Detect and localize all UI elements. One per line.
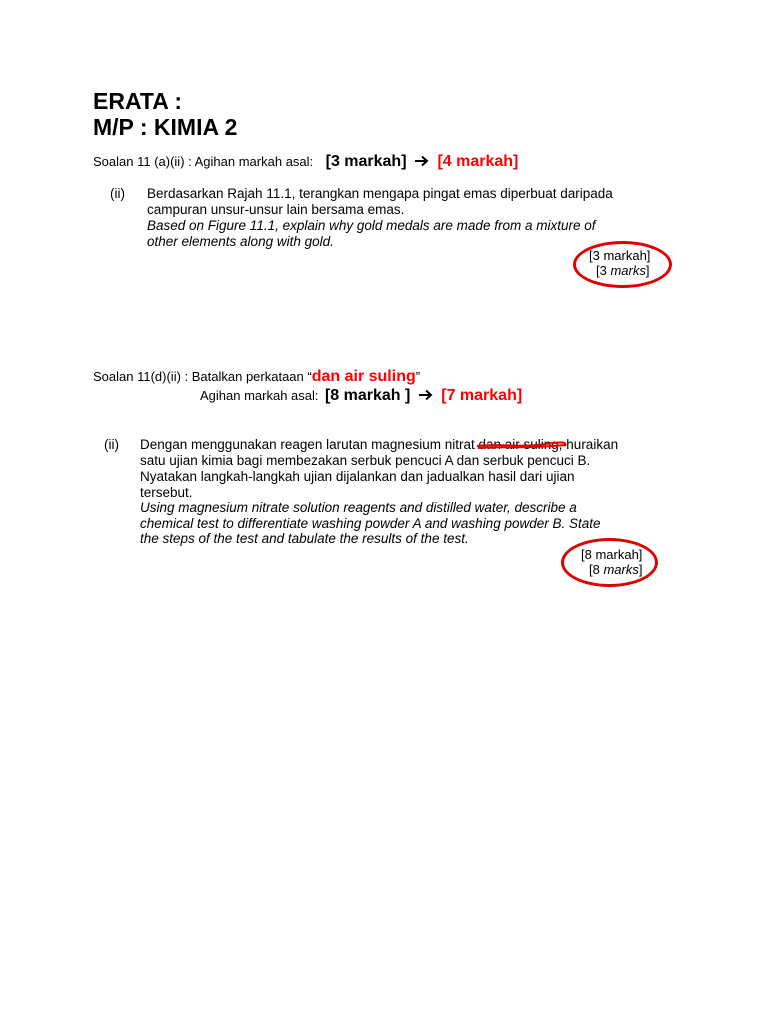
q1-new-marks: [4 markah] bbox=[437, 153, 519, 170]
q2-malay-line-2: satu ujian kimia bagi membezakan serbuk pencuci A dan serbuk pencuci B. bbox=[140, 453, 591, 468]
q2-marks-english-close: ] bbox=[638, 562, 643, 577]
q2-malay-line-4: tersebut. bbox=[140, 485, 193, 500]
q2-english-line-2: chemical test to differentiate washing powder A and washing powder B. State bbox=[140, 516, 601, 531]
q2-struck-phrase-wrap bbox=[478, 437, 558, 453]
q2-new-marks: [7 markah] bbox=[441, 387, 523, 404]
q2-correction-label: Soalan 11(d)(ii) : Batalkan perkataan “ bbox=[93, 369, 312, 384]
q1-marks-english-word: marks bbox=[610, 263, 646, 278]
q2-malay-line-3: Nyatakan langkah-langkah ujian dijalankan dan jadualkan hasil dari ujian bbox=[140, 469, 575, 484]
q1-marks-english-close: ] bbox=[645, 263, 650, 278]
q1-english-line-1: Based on Figure 11.1, explain why gold medals are made from a mixture of bbox=[147, 218, 596, 233]
q2-english-line-1: Using magnesium nitrate solution reagents and distilled water, describe a bbox=[140, 500, 577, 515]
q2-english-line-3: the steps of the test and tabulate the results of the test. bbox=[140, 531, 469, 546]
q2-marks-label: Agihan markah asal: bbox=[200, 388, 319, 403]
q2-correction-line bbox=[93, 368, 420, 386]
q2-label-close: ” bbox=[415, 369, 421, 384]
q1-english-line-2: other elements along with gold. bbox=[147, 234, 334, 249]
q1-malay-line-2: campuran unsur-unsur lain bersama emas. bbox=[147, 202, 405, 217]
q1-correction-line bbox=[93, 153, 518, 171]
q1-number: (ii) bbox=[110, 186, 125, 201]
q1-marks-malay: [3 markah] bbox=[589, 248, 651, 263]
right-arrow-icon bbox=[419, 389, 433, 401]
q2-struck-phrase: dan air suling bbox=[478, 437, 559, 452]
q1-malay-line-1: Berdasarkan Rajah 11.1, terangkan mengapa pingat emas diperbuat daripada bbox=[147, 186, 613, 201]
q2-malay-line-1-end: , huraikan bbox=[558, 437, 619, 452]
q2-old-marks: [8 markah ] bbox=[324, 387, 411, 404]
subject-heading: M/P : KIMIA 2 bbox=[93, 114, 238, 140]
q1-correction-label: Soalan 11 (a)(ii) : Agihan markah asal: bbox=[93, 154, 314, 169]
q2-malay-line-1-start: Dengan menggunakan reagen larutan magnesium nitrat bbox=[140, 437, 479, 452]
q2-cancel-phrase: dan air suling bbox=[311, 368, 416, 385]
q1-old-marks: [3 markah] bbox=[325, 153, 407, 170]
q1-marks-english-open: [3 bbox=[596, 263, 611, 278]
q2-number: (ii) bbox=[104, 437, 119, 452]
q2-marks-circle bbox=[561, 538, 658, 587]
right-arrow-icon bbox=[415, 155, 429, 167]
erata-heading: ERATA : bbox=[93, 88, 183, 114]
q2-marks-line bbox=[200, 387, 522, 405]
q2-marks-english-open: [8 bbox=[589, 562, 604, 577]
q1-marks-circle bbox=[573, 241, 672, 288]
q2-marks-english-word: marks bbox=[603, 562, 639, 577]
q2-marks-malay: [8 markah] bbox=[581, 547, 643, 562]
q2-malay-line-1 bbox=[140, 437, 618, 453]
